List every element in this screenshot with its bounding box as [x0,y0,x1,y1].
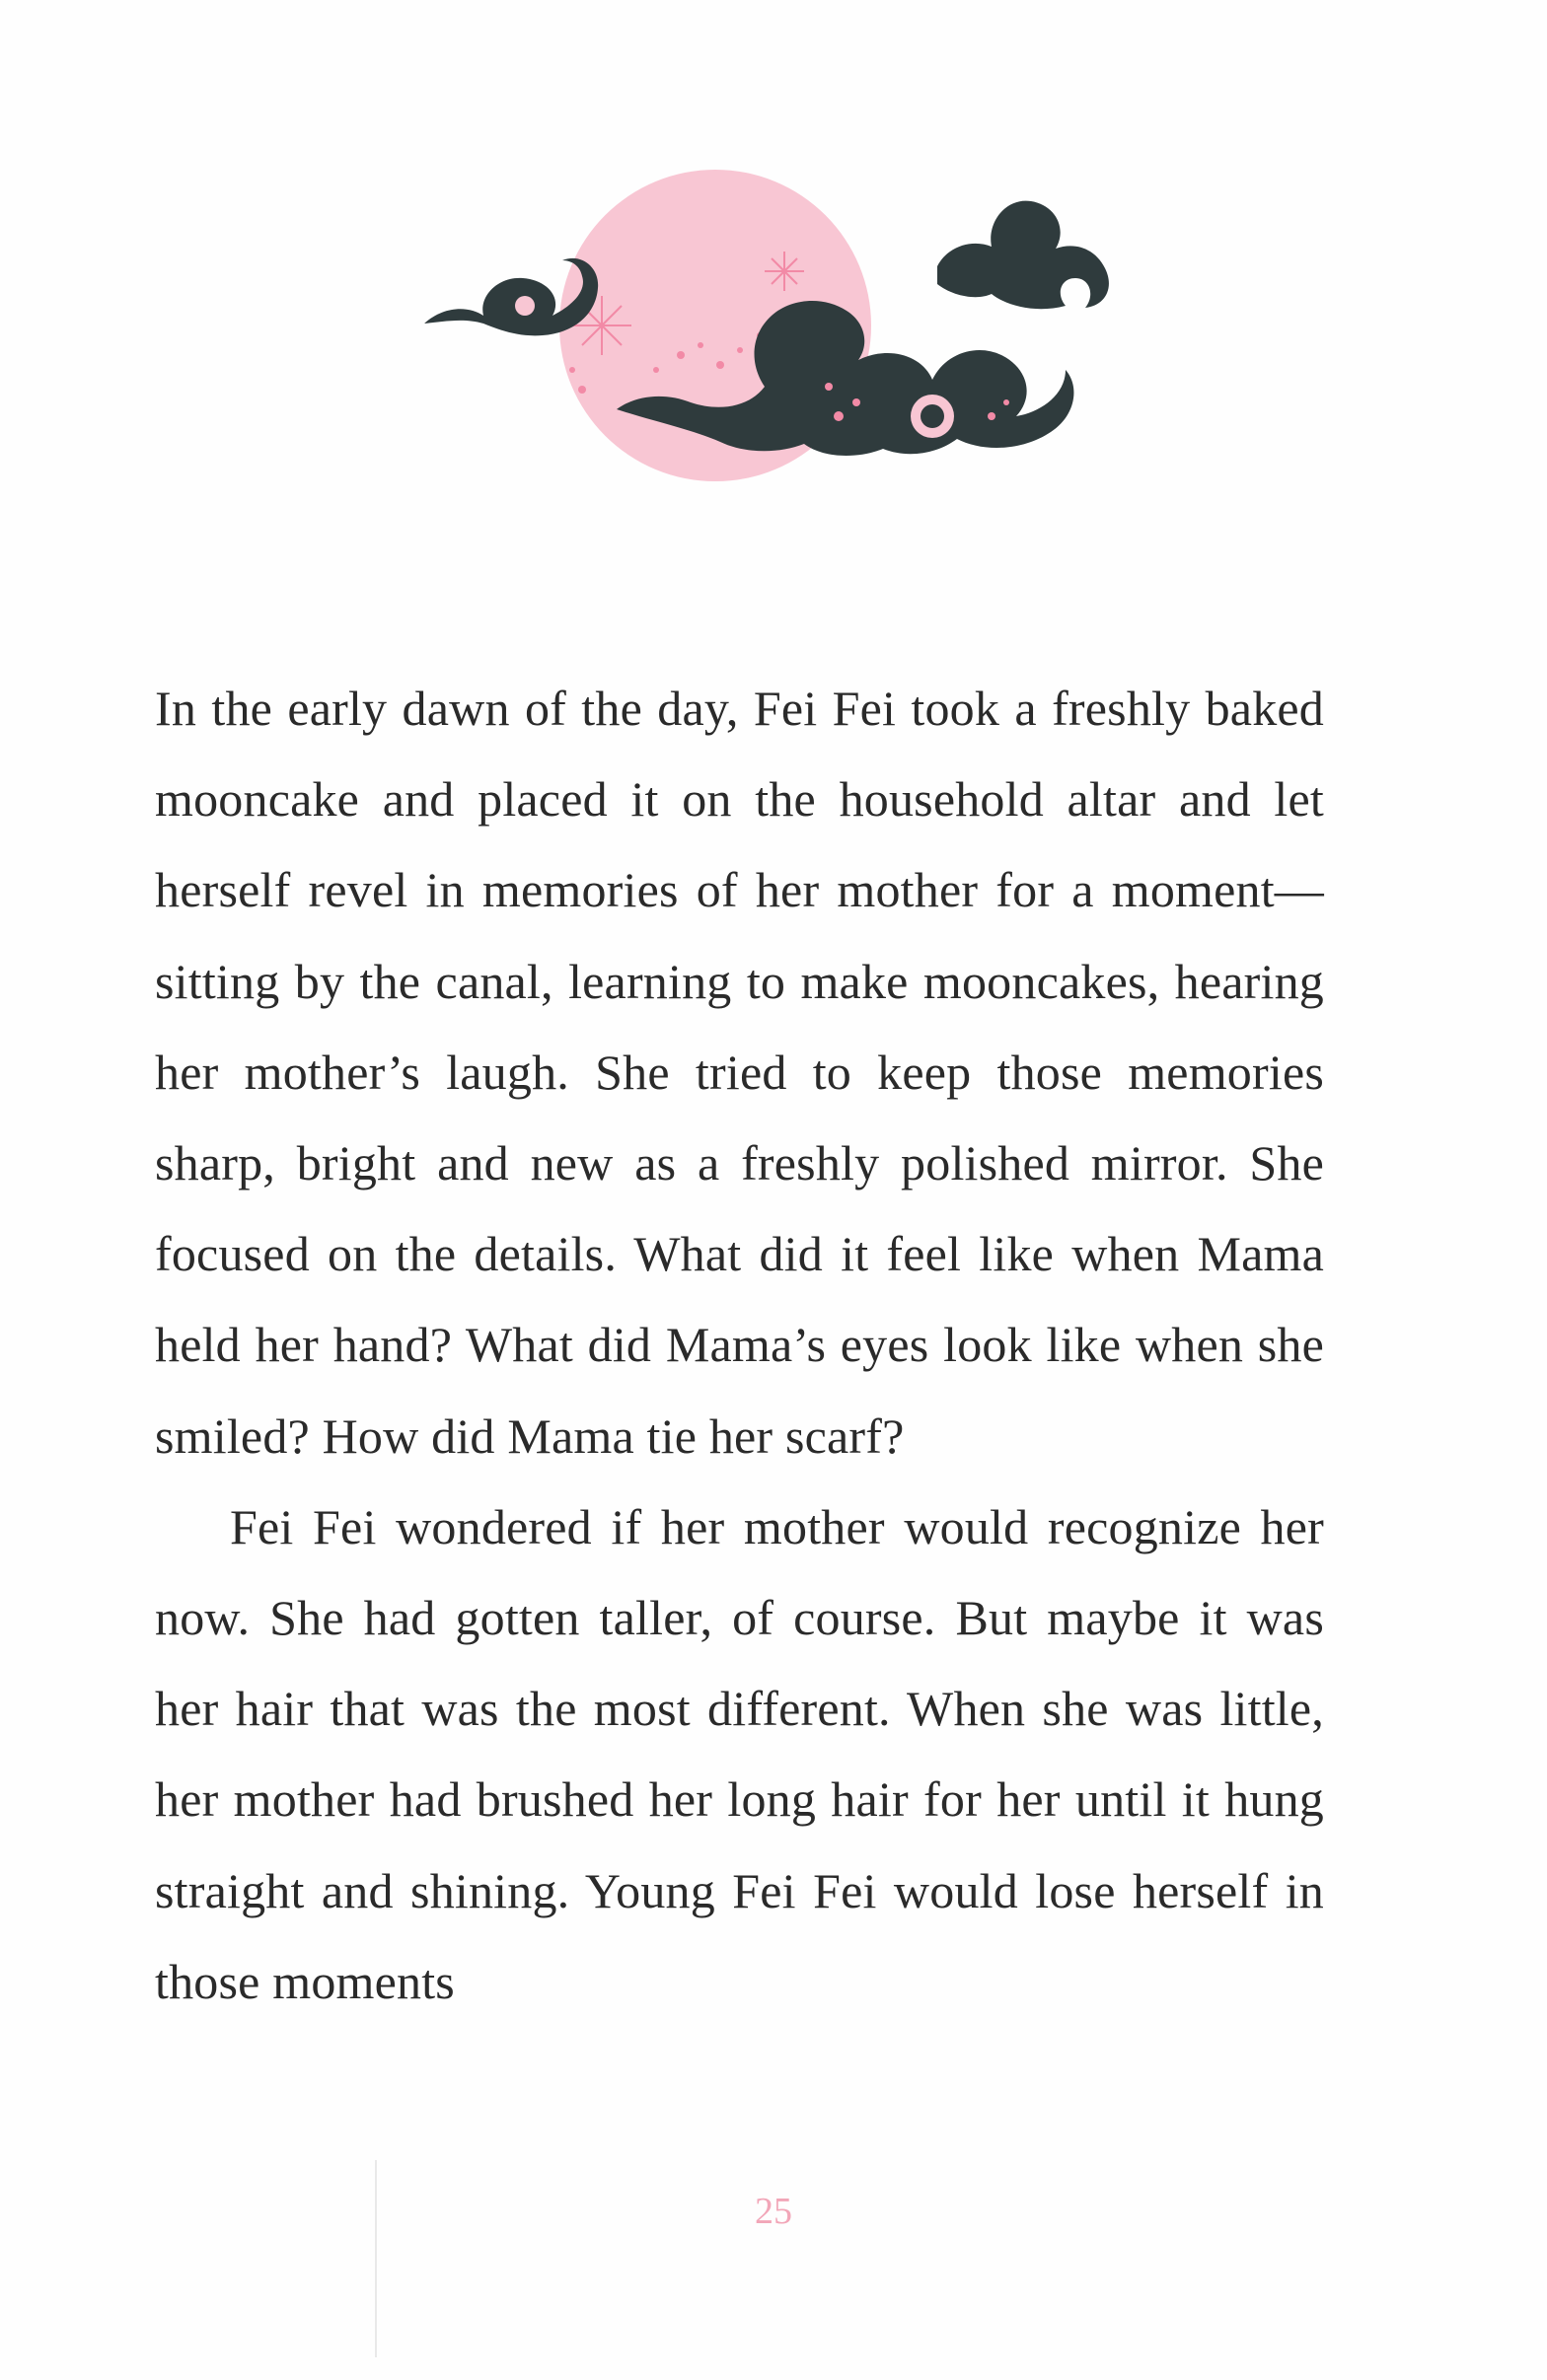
page-number: 25 [755,2191,792,2232]
moon-and-clouds-icon [424,158,1115,493]
scan-artifact-line [375,2160,377,2357]
cloud-right-shape [937,201,1109,310]
paragraph: In the early dawn of the day, Fei Fei took a freshly baked mooncake and placed it on the household altar and let herself revel in memories of her mother for a moment—sitting by the canal, learning to make mooncakes, hearing her mother’s laugh. She tried to keep those memories sharp, bright and new as a freshly polished mirror. She focused on the details. What did it feel like when Mama held her hand? What did Mama’s eyes look like when she smiled? How did Mama tie her scarf? [155,681,1324,1464]
body-text [155,663,1324,2027]
paragraph: Fei Fei wondered if her mother would recognize her now. She had gotten taller, of course. But maybe it was her hair that was the most different. When she was little, her mother had brushed her long hair for her until it hung straight and shining. Young Fei Fei would lose herself in those moments [155,1498,1324,2009]
